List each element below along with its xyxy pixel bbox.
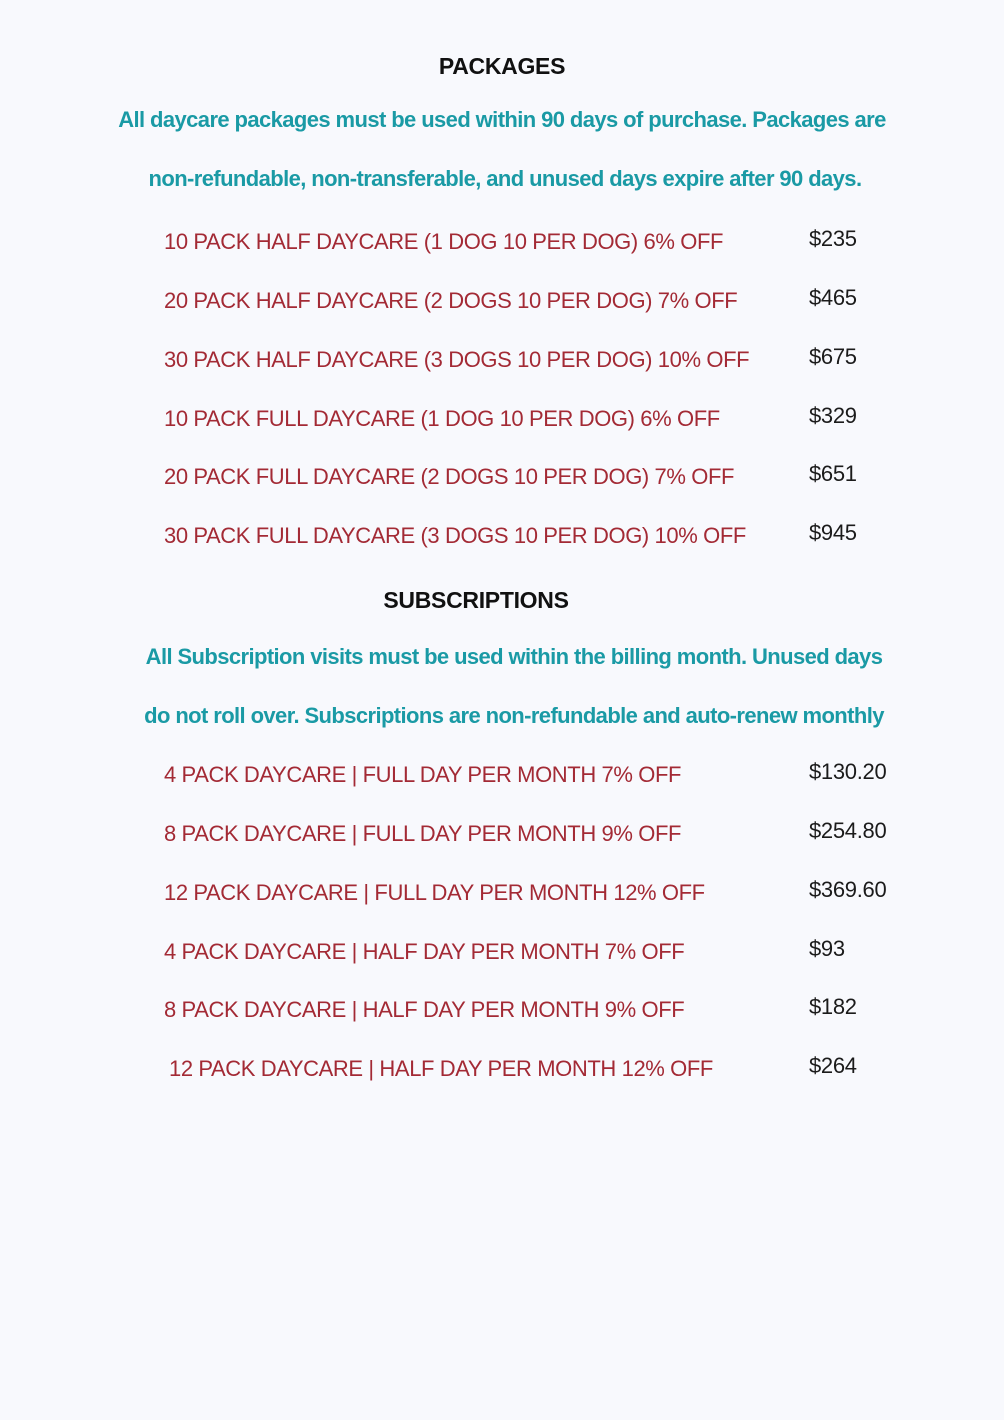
package-price: $465 (809, 285, 857, 310)
subscription-price: $182 (809, 994, 857, 1019)
subscriptions-note-line-1: All Subscription visits must be used within the billing month. Unused days (145, 644, 883, 669)
package-label: 30 PACK HALF DAYCARE (3 DOGS 10 PER DOG) 10% OFF (164, 347, 750, 372)
subscription-label: 4 PACK DAYCARE | HALF DAY PER MONTH 7% OFF (164, 939, 685, 964)
packages-heading: PACKAGES (438, 53, 566, 79)
subscription-label: 12 PACK DAYCARE | FULL DAY PER MONTH 12% OFF (164, 880, 705, 905)
subscription-label: 4 PACK DAYCARE | FULL DAY PER MONTH 7% OFF (164, 762, 682, 787)
subscription-label: 8 PACK DAYCARE | FULL DAY PER MONTH 9% OFF (164, 821, 682, 846)
subscription-price: $93 (809, 936, 845, 961)
subscription-label: 8 PACK DAYCARE | HALF DAY PER MONTH 9% OFF (164, 997, 685, 1022)
package-price: $675 (809, 344, 857, 369)
package-row (0, 461, 1004, 496)
package-row (0, 285, 1004, 320)
packages-note-line-1: All daycare packages must be used within 90 days of purchase. Packages are (118, 107, 886, 132)
package-price: $945 (809, 520, 857, 545)
subscription-row (0, 759, 1004, 794)
package-row (0, 226, 1004, 261)
package-label: 20 PACK FULL DAYCARE (2 DOGS 10 PER DOG) 7% OFF (164, 464, 735, 489)
subscription-row (0, 936, 1004, 971)
package-price: $235 (809, 226, 857, 251)
package-price: $329 (809, 403, 857, 428)
package-row (0, 344, 1004, 379)
package-row (0, 403, 1004, 438)
subscriptions-note-line-2: do not roll over. Subscriptions are non-refundable and auto-renew monthly (144, 703, 884, 728)
subscription-row (0, 818, 1004, 853)
subscription-price: $254.80 (809, 818, 887, 843)
subscription-label: 12 PACK DAYCARE | HALF DAY PER MONTH 12% OFF (169, 1056, 713, 1081)
package-row (0, 520, 1004, 555)
package-label: 30 PACK FULL DAYCARE (3 DOGS 10 PER DOG) 10% OFF (164, 523, 746, 548)
package-label: 20 PACK HALF DAYCARE (2 DOGS 10 PER DOG) 7% OFF (164, 288, 738, 313)
subscription-price: $264 (809, 1053, 857, 1078)
subscription-row (0, 1053, 1004, 1088)
subscription-price: $130.20 (809, 759, 887, 784)
subscriptions-heading: SUBSCRIPTIONS (383, 587, 569, 613)
packages-note-line-2: non-refundable, non-transferable, and unused days expire after 90 days. (148, 166, 862, 191)
subscription-row (0, 994, 1004, 1029)
package-label: 10 PACK HALF DAYCARE (1 DOG 10 PER DOG) 6% OFF (164, 229, 724, 254)
subscription-price: $369.60 (809, 877, 887, 902)
package-price: $651 (809, 461, 857, 486)
subscription-row (0, 877, 1004, 912)
package-label: 10 PACK FULL DAYCARE (1 DOG 10 PER DOG) 6% OFF (164, 406, 720, 431)
